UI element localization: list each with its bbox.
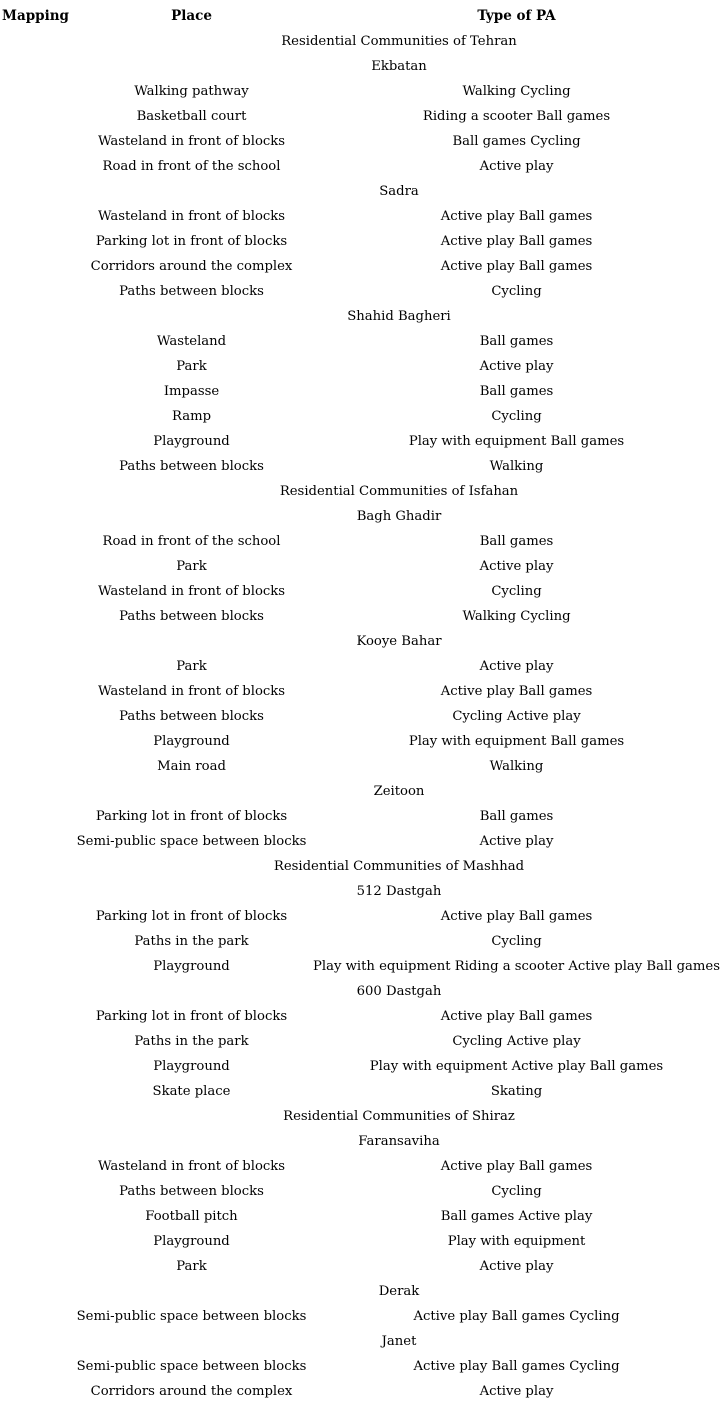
table-row [2,1204,724,1229]
table-body [2,29,724,1404]
pa-type-cell: Skating [490,1084,543,1099]
mapping-cell [2,654,74,679]
mapping-cell [2,429,74,454]
header-row [2,4,724,29]
table-row [2,1254,724,1279]
table-row [2,429,724,454]
table-row [2,954,724,979]
table-row [2,579,724,604]
group-label: Derak [378,1284,420,1299]
mapping-cell [2,679,74,704]
pa-type-cell: Walking Cycling [462,609,571,624]
place-cell: Paths between blocks [119,709,264,724]
table-row [2,1354,724,1379]
table-row [2,654,724,679]
group-label: Residential Communities of Mashhad [273,859,525,874]
table-row [2,829,724,854]
place-cell: Playground [153,1059,230,1074]
mapping-cell [2,1029,74,1054]
pa-type-cell: Play with equipment Riding a scooter Active play Ball games [313,959,720,974]
mapping-cell [2,329,74,354]
table-row [2,129,724,154]
place-cell: Wasteland in front of blocks [97,684,286,699]
mapping-cell [2,504,74,529]
mapping-cell [2,1279,74,1304]
mapping-cell [2,704,74,729]
mapping-column-header: Mapping [2,8,69,24]
pa-type-cell: Ball games [479,384,554,399]
pa-type-cell: Cycling [491,584,542,599]
mapping-cell [2,479,74,504]
group-label: Zeitoon [373,784,425,799]
place-cell: Skate place [152,1084,231,1099]
table-row [2,1054,724,1079]
place-cell: Main road [157,759,226,774]
table-row [2,1004,724,1029]
table-row [2,554,724,579]
mapping-cell [2,629,74,654]
mapping-cell [2,854,74,879]
place-cell: Ramp [171,409,212,424]
pa-type-cell: Active play Ball games Cycling [413,1359,620,1374]
pa-type-cell: Active play Ball games [440,909,593,924]
mapping-cell [2,829,74,854]
table-row [2,729,724,754]
pa-type-cell: Cycling Active play [452,1034,581,1049]
place-cell: Wasteland in front of blocks [97,209,286,224]
mapping-cell [2,254,74,279]
mapping-cell [2,1379,74,1404]
mapping-cell [2,54,74,79]
type-column-header: Type of PA [477,8,556,24]
place-cell: Impasse [163,384,220,399]
place-cell: Semi-public space between blocks [76,834,307,849]
group-label: Shahid Bagheri [347,309,451,324]
table-row [2,929,724,954]
pa-type-cell: Active play Ball games [440,234,593,249]
place-cell: Paths between blocks [119,1184,264,1199]
pa-type-cell: Cycling Active play [452,709,581,724]
mapping-cell [2,1329,74,1354]
group-row [2,1279,724,1304]
place-cell: Road in front of the school [102,534,281,549]
table-row [2,454,724,479]
table-row [2,754,724,779]
place-cell: Paths between blocks [119,609,264,624]
group-row [2,1129,724,1154]
place-cell: Park [176,559,207,574]
pa-type-cell: Ball games Cycling [452,134,581,149]
mapping-cell [2,104,74,129]
place-cell: Parking lot in front of blocks [95,234,288,249]
pa-type-cell: Active play Ball games [440,1009,593,1024]
group-label: 600 Dastgah [356,984,442,999]
mapping-cell [2,904,74,929]
place-cell: Park [176,1259,207,1274]
table-row [2,254,724,279]
table-row [2,1079,724,1104]
pa-type-cell: Cycling [491,409,542,424]
group-label: Faransaviha [358,1134,440,1149]
mapping-cell [2,379,74,404]
pa-type-cell: Active play [479,834,554,849]
group-label: Janet [381,1334,417,1349]
pa-type-cell: Active play [479,559,554,574]
table-row [2,1029,724,1054]
pa-type-cell: Riding a scooter Ball games [422,109,611,124]
pa-type-cell: Ball games [479,334,554,349]
mapping-cell [2,754,74,779]
mapping-cell [2,1304,74,1329]
pa-type-cell: Cycling [491,1184,542,1199]
mapping-cell [2,404,74,429]
place-cell: Paths between blocks [119,459,264,474]
mapping-cell [2,729,74,754]
place-cell: Wasteland in front of blocks [97,584,286,599]
place-cell: Playground [153,959,230,974]
table-row [2,104,724,129]
pa-type-cell: Active play Ball games [440,259,593,274]
mapping-cell [2,1104,74,1129]
pa-type-cell: Active play [479,359,554,374]
pa-type-cell: Walking [489,459,544,474]
mapping-cell [2,1079,74,1104]
group-label: Residential Communities of Shiraz [283,1109,515,1124]
place-cell: Walking pathway [134,84,249,99]
group-label: Sadra [379,184,419,199]
place-cell: Semi-public space between blocks [76,1309,307,1324]
group-row [2,304,724,329]
table-header [2,4,724,29]
mapping-cell [2,979,74,1004]
place-cell: Parking lot in front of blocks [95,1009,288,1024]
table-row [2,1229,724,1254]
table-row [2,1379,724,1404]
place-cell: Road in front of the school [102,159,281,174]
group-label: Kooye Bahar [356,634,442,649]
table-row [2,354,724,379]
group-row [2,29,724,54]
group-row [2,879,724,904]
group-row [2,179,724,204]
mapping-cell [2,1154,74,1179]
pa-type-cell: Active play Ball games [440,209,593,224]
mapping-cell [2,79,74,104]
mapping-cell [2,1004,74,1029]
pa-type-cell: Ball games Active play [440,1209,593,1224]
mapping-cell [2,179,74,204]
group-label: Bagh Ghadir [356,509,442,524]
mapping-cell [2,604,74,629]
table-row [2,229,724,254]
pa-type-cell: Cycling [491,284,542,299]
table-row [2,529,724,554]
table-row [2,79,724,104]
pa-type-cell: Active play Ball games Cycling [413,1309,620,1324]
table-row [2,1179,724,1204]
group-row [2,1329,724,1354]
place-cell: Wasteland [156,334,227,349]
pa-type-cell: Cycling [491,934,542,949]
place-cell: Parking lot in front of blocks [95,809,288,824]
table-row [2,679,724,704]
pa-type-cell: Play with equipment [447,1234,586,1249]
pa-type-cell: Walking Cycling [462,84,571,99]
pa-type-cell: Active play [479,1384,554,1399]
place-cell: Semi-public space between blocks [76,1359,307,1374]
group-row [2,854,724,879]
mapping-cell [2,304,74,329]
place-cell: Parking lot in front of blocks [95,909,288,924]
table-row [2,604,724,629]
table-row [2,804,724,829]
place-cell: Paths in the park [134,1034,249,1049]
pa-type-cell: Play with equipment Ball games [408,434,625,449]
pa-mapping-table [2,4,724,1404]
group-label: Residential Communities of Tehran [281,34,517,49]
mapping-cell [2,579,74,604]
mapping-cell [2,529,74,554]
place-cell: Park [176,359,207,374]
mapping-cell [2,229,74,254]
place-cell: Wasteland in front of blocks [97,134,286,149]
pa-type-cell: Walking [489,759,544,774]
group-row [2,979,724,1004]
place-cell: Park [176,659,207,674]
table-row [2,904,724,929]
table-row [2,1304,724,1329]
mapping-cell [2,279,74,304]
group-row [2,54,724,79]
table-row [2,404,724,429]
pa-type-cell: Play with equipment Ball games [408,734,625,749]
place-cell: Playground [153,434,230,449]
table-row [2,379,724,404]
mapping-cell [2,1204,74,1229]
pa-type-cell: Active play Ball games [440,1159,593,1174]
pa-type-cell: Ball games [479,534,554,549]
pa-type-cell: Active play [479,1259,554,1274]
place-cell: Corridors around the complex [90,259,293,274]
place-cell: Football pitch [145,1209,238,1224]
pa-type-cell: Active play [479,659,554,674]
mapping-cell [2,354,74,379]
mapping-cell [2,954,74,979]
table-row [2,204,724,229]
mapping-cell [2,1354,74,1379]
pa-type-cell: Active play Ball games [440,684,593,699]
group-label: Residential Communities of Isfahan [279,484,519,499]
mapping-cell [2,154,74,179]
group-row [2,479,724,504]
pa-type-cell: Active play [479,159,554,174]
mapping-cell [2,879,74,904]
place-cell: Wasteland in front of blocks [97,1159,286,1174]
group-row [2,629,724,654]
mapping-cell [2,1129,74,1154]
place-cell: Paths between blocks [119,284,264,299]
mapping-cell [2,1254,74,1279]
mapping-cell [2,1179,74,1204]
place-cell: Corridors around the complex [90,1384,293,1399]
mapping-cell [2,554,74,579]
mapping-cell [2,929,74,954]
table-row [2,704,724,729]
table-row [2,279,724,304]
place-cell: Basketball court [136,109,247,124]
pa-type-cell: Ball games [479,809,554,824]
group-row [2,1104,724,1129]
mapping-cell [2,29,74,54]
table-row [2,329,724,354]
place-column-header: Place [171,8,212,24]
mapping-cell [2,1054,74,1079]
group-row [2,504,724,529]
place-cell: Playground [153,734,230,749]
group-label: 512 Dastgah [356,884,442,899]
mapping-cell [2,1229,74,1254]
table-row [2,154,724,179]
mapping-cell [2,804,74,829]
group-label: Ekbatan [371,59,427,74]
mapping-cell [2,779,74,804]
place-cell: Playground [153,1234,230,1249]
place-cell: Paths in the park [134,934,249,949]
group-row [2,779,724,804]
mapping-cell [2,454,74,479]
mapping-cell [2,129,74,154]
table-row [2,1154,724,1179]
pa-type-cell: Play with equipment Active play Ball games [369,1059,664,1074]
mapping-cell [2,204,74,229]
